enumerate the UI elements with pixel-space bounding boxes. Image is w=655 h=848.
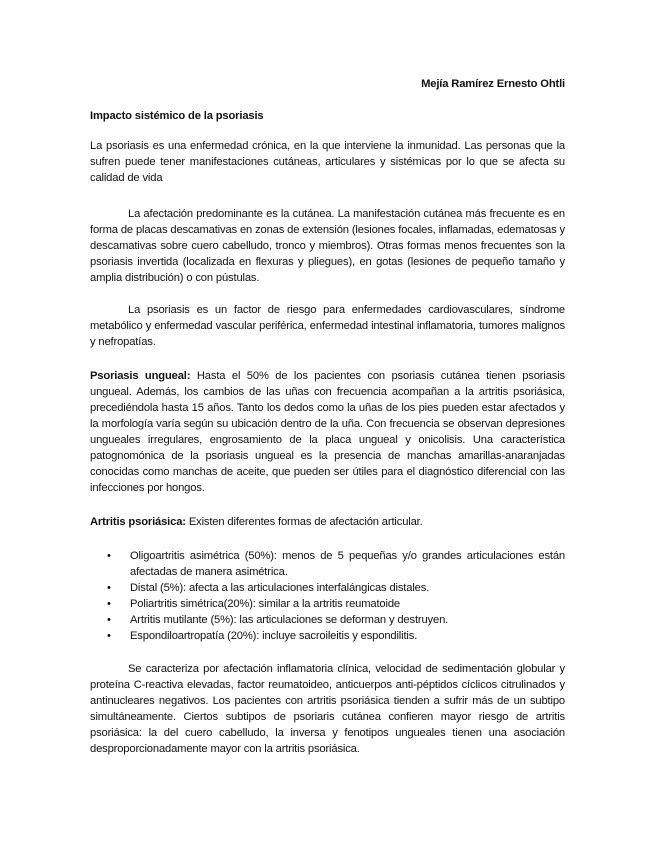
- intro-paragraph: La psoriasis es una enfermedad crónica, en la que interviene la inmunidad. Las personas que la sufren puede tener manifestaciones cutáneas, articulares y sistémicas por lo que se afecta su calidad de vida: [90, 140, 565, 184]
- arthritis-heading: Artritis psoriásica:: [90, 516, 186, 528]
- list-item: [90, 596, 565, 612]
- list-item: [90, 628, 565, 644]
- document-body: [90, 76, 565, 757]
- bullet-icon: •: [107, 582, 111, 594]
- list-item: [90, 580, 565, 596]
- bullet-icon: •: [107, 614, 111, 626]
- nail-psoriasis-paragraph: [90, 368, 565, 496]
- list-item-text: Oligoartritis asimétrica (50%): menos de 5 pequeñas y/o grandes articulaciones están afectadas de manera asimétrica.: [130, 550, 565, 578]
- arthritis-intro-text: Existen diferentes formas de afectación articular.: [185, 516, 423, 528]
- document-title: Impacto sistémico de la psoriasis: [90, 110, 264, 122]
- arthritis-paragraph: [90, 514, 565, 530]
- final-paragraph: Se caracteriza por afectación inflamatoria clínica, velocidad de sedimentación globular y proteína C-reactiva elevadas, factor reumatoideo, anticuerpos anti-péptidos cíclicos citrulinados y antinucleares negativos. Los pacientes con artritis psoriásica tienden a sufrir más de un subtipo simultáneamente. Ciertos subtipos de psoriaris cutánea confieren mayor riesgo de artritis psoriásica: la del cuero cabelludo, la inversa y fenotipos ungueales tienen una asociación desproporcionadamente mayor con la artritis psoriásica.: [90, 663, 565, 755]
- cutaneous-paragraph: La afectación predominante es la cutánea. La manifestación cutánea más frecuente es en forma de placas descamativas en zonas de extensión (lesiones focales, inflamadas, edematosas y descamativas sobre cuero cabelludo, tronco y miembros). Otras formas menos frecuentes son la psoriasis invertida (localizada en flexuras y pliegues), en gotas (lesiones de pequeño tamaño y amplia distribución) o con pústulas.: [90, 208, 565, 284]
- nail-psoriasis-heading: Psoriasis ungueal:: [90, 370, 191, 382]
- risk-factors-paragraph: La psoriasis es un factor de riesgo para enfermedades cardiovasculares, síndrome metabólico y enfermedad vascular periférica, enfermedad intestinal inflamatoria, tumores malignos y nefropatías.: [90, 304, 565, 348]
- bullet-icon: •: [107, 630, 111, 642]
- arthritis-types-list: [90, 548, 565, 644]
- list-item: [90, 548, 565, 580]
- bullet-icon: •: [107, 598, 111, 610]
- list-item-text: Distal (5%): afecta a las articulaciones interfalángicas distales.: [130, 582, 430, 594]
- author-name: Mejía Ramírez Ernesto Ohtli: [421, 78, 565, 90]
- nail-psoriasis-text: Hasta el 50% de los pacientes con psoriasis cutánea tienen psoriasis ungueal. Además, los cambios de las uñas con frecuencia acompañan a la artritis psoriásica, precediéndola hasta 15 años. Tanto los dedos como la uñas de los pies pueden estar afectados y la morfología varía según su ubicación dentro de la uña. Con frecuencia se observan depresiones ungueales irregulares, engrosamiento de la placa ungueal y onicolisis. Una característica patognomónica de la psoriasis ungueal es la presencia de manchas amarillas-anaranjadas conocidas como manchas de aceite, que pueden ser útiles para el diagnóstico diferencial con las infecciones por hongos.: [90, 370, 565, 494]
- list-item-text: Poliartritis simétrica(20%): similar a la artritis reumatoide: [130, 598, 400, 610]
- list-item-text: Espondiloartropatía (20%): incluye sacroileitis y espondilitis.: [130, 630, 418, 642]
- list-item-text: Artritis mutilante (5%): las articulaciones se deforman y destruyen.: [130, 614, 449, 626]
- bullet-icon: •: [107, 550, 111, 562]
- list-item: [90, 612, 565, 628]
